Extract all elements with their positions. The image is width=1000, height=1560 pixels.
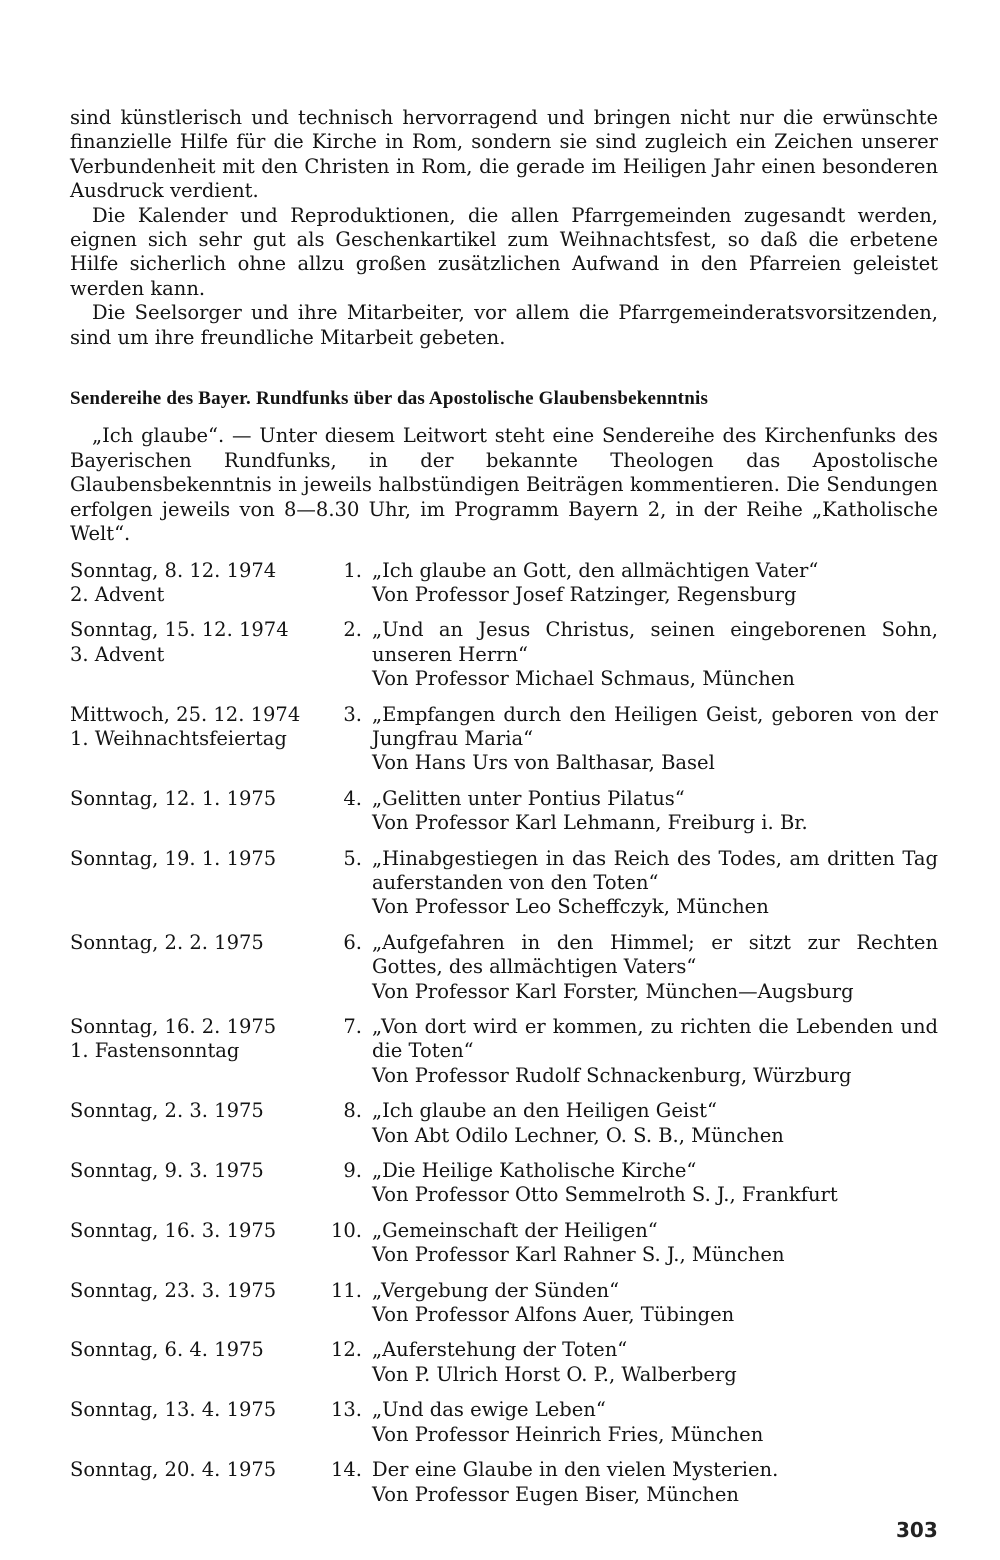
broadcast-number: 13. (330, 1398, 362, 1422)
broadcast-date: Mittwoch, 25. 12. 1974 (70, 702, 301, 726)
schedule-topic-cell (372, 618, 938, 702)
broadcast-speaker: Von Professor Josef Ratzinger, Regensburg (372, 582, 797, 606)
schedule-topic-cell (372, 703, 938, 787)
schedule-topic-cell (372, 931, 938, 1015)
broadcast-date: Sonntag, 2. 3. 1975 (70, 1099, 264, 1123)
schedule-date-cell (70, 1279, 328, 1339)
broadcast-number: 4. (343, 786, 362, 810)
broadcast-topic: „Und an Jesus Christus, seinen eingeborenen Sohn, unseren Herrn“ (372, 618, 938, 666)
broadcast-number: 11. (330, 1278, 362, 1302)
broadcast-occasion: 1. Fastensonntag (70, 1039, 240, 1063)
schedule-date-cell (70, 1015, 328, 1099)
broadcast-date: Sonntag, 20. 4. 1975 (70, 1458, 277, 1482)
schedule-date-cell (70, 1338, 328, 1398)
schedule-topic-cell (372, 1458, 938, 1518)
schedule-date-cell (70, 618, 328, 702)
broadcast-topic: „Und das ewige Leben“ (372, 1398, 606, 1422)
broadcast-occasion: 1. Weihnachtsfeiertag (70, 726, 287, 750)
broadcast-date: Sonntag, 23. 3. 1975 (70, 1278, 277, 1302)
schedule-date-cell (70, 703, 328, 787)
broadcast-number: 7. (343, 1015, 362, 1038)
broadcast-speaker: Von Professor Eugen Biser, München (372, 1482, 739, 1506)
schedule-date-cell (70, 1159, 328, 1219)
broadcast-number: 6. (343, 930, 362, 954)
section-intro: „Ich glaube“. — Unter diesem Leitwort steht eine Sendereihe des Kirchenfunks des Bayerischen Rundfunks, in der bekannte Theologen das Apostolische Glaubensbekenntnis in jeweils halbstündigen Beiträgen kommentieren. Die Sendungen erfolgen jeweils von 8—8.30 Uhr, im Programm Bayern 2, in der Reihe „Katholische Welt“. (70, 424, 938, 546)
paragraph-calendars: Die Kalender und Reproduktionen, die allen Pfarrgemeinden zugesandt werden, eignen sich sehr gut als Geschenkartikel zum Weihnachtsfest, so daß die erbetene Hilfe sicherlich ohne allzu großen zusätzlichen Aufwand in den Pfarreien geleistet werden kann. (70, 203, 938, 300)
broadcast-speaker: Von Professor Heinrich Fries, München (372, 1422, 764, 1446)
broadcast-topic: „Empfangen durch den Heiligen Geist, geboren von der Jungfrau Maria“ (372, 702, 938, 750)
broadcast-speaker: Von Professor Karl Rahner S. J., München (372, 1243, 785, 1267)
broadcast-speaker: Von Hans Urs von Balthasar, Basel (372, 751, 715, 775)
broadcast-topic: „Gelitten unter Pontius Pilatus“ (372, 786, 685, 810)
broadcast-number: 12. (330, 1338, 362, 1362)
broadcast-speaker: Von Professor Leo Scheffczyk, München (372, 895, 769, 919)
broadcast-speaker: Von Professor Karl Lehmann, Freiburg i. Br. (372, 811, 808, 835)
broadcast-speaker: Von Professor Rudolf Schnackenburg, Würzburg (372, 1063, 852, 1087)
broadcast-number: 1. (343, 558, 362, 582)
broadcast-speaker: Von Abt Odilo Lechner, O. S. B., München (372, 1123, 784, 1147)
broadcast-date: Sonntag, 9. 3. 1975 (70, 1159, 264, 1183)
broadcast-date: Sonntag, 2. 2. 1975 (70, 930, 264, 954)
broadcast-number: 10. (330, 1218, 362, 1242)
broadcast-occasion: 2. Advent (70, 582, 165, 606)
broadcast-date: Sonntag, 16. 3. 1975 (70, 1218, 277, 1242)
section-heading: Sendereihe des Bayer. Rundfunks über das Apostolische Glaubensbekenntnis (70, 388, 709, 410)
schedule-topic-cell (372, 559, 938, 619)
broadcast-occasion: 3. Advent (70, 642, 165, 666)
broadcast-date: Sonntag, 6. 4. 1975 (70, 1338, 264, 1362)
schedule-topic-cell (372, 1159, 938, 1219)
schedule-date-cell (70, 931, 328, 1015)
broadcast-number: 14. (330, 1458, 362, 1482)
schedule-topic-cell (372, 1219, 938, 1279)
page-body (70, 106, 938, 1518)
broadcast-number: 8. (343, 1099, 362, 1123)
broadcast-date: Sonntag, 12. 1. 1975 (70, 786, 277, 810)
broadcast-date: Sonntag, 19. 1. 1975 (70, 846, 277, 870)
broadcast-topic: „Auferstehung der Toten“ (372, 1338, 628, 1362)
broadcast-date: Sonntag, 16. 2. 1975 (70, 1015, 277, 1038)
broadcast-date: Sonntag, 13. 4. 1975 (70, 1398, 277, 1422)
schedule-date-cell (70, 1398, 328, 1458)
schedule-date-cell (70, 1458, 328, 1518)
broadcast-topic: „Ich glaube an Gott, den allmächtigen Vater“ (372, 558, 819, 582)
broadcast-number: 2. (343, 618, 362, 642)
broadcast-topic: „Aufgefahren in den Himmel; er sitzt zur Rechten Gottes, des allmächtigen Vaters“ (372, 930, 938, 979)
broadcast-topic: „Gemeinschaft der Heiligen“ (372, 1218, 658, 1242)
broadcast-number: 9. (343, 1159, 362, 1183)
schedule-topic-cell (372, 1279, 938, 1339)
broadcast-speaker: Von Professor Karl Forster, München—Augsburg (372, 979, 854, 1003)
broadcast-speaker: Von Professor Otto Semmelroth S. J., Frankfurt (372, 1183, 838, 1207)
broadcast-speaker: Von P. Ulrich Horst O. P., Walberberg (372, 1362, 737, 1386)
broadcast-topic: „Von dort wird er kommen, zu richten die Lebenden und die Toten“ (372, 1015, 938, 1063)
broadcast-topic: Der eine Glaube in den vielen Mysterien. (372, 1458, 779, 1482)
broadcast-date: Sonntag, 15. 12. 1974 (70, 618, 289, 642)
schedule-date-cell (70, 559, 328, 619)
paragraph-pastors: Die Seelsorger und ihre Mitarbeiter, vor allem die Pfarrgemeinderatsvorsitzenden, sind um ihre freundliche Mitarbeit gebeten. (70, 301, 938, 349)
paragraph-continuation: sind künstlerisch und technisch hervorragend und bringen nicht nur die erwünschte finanzielle Hilfe für die Kirche in Rom, sondern sie sind zugleich ein Zeichen unserer Verbundenheit mit den Christen in Rom, die gerade im Heiligen Jahr einen besonderen Ausdruck verdient. (70, 106, 938, 203)
schedule-topic-cell (372, 1398, 938, 1458)
schedule-date-cell (70, 847, 328, 931)
schedule-date-cell (70, 1099, 328, 1159)
broadcast-topic: „Vergebung der Sünden“ (372, 1278, 620, 1302)
broadcast-topic: „Die Heilige Katholische Kirche“ (372, 1159, 697, 1183)
broadcast-speaker: Von Professor Alfons Auer, Tübingen (372, 1303, 735, 1327)
broadcast-date: Sonntag, 8. 12. 1974 (70, 558, 277, 582)
schedule-topic-cell (372, 1099, 938, 1159)
broadcast-number: 5. (343, 846, 362, 870)
broadcast-topic: „Ich glaube an den Heiligen Geist“ (372, 1099, 717, 1123)
schedule-topic-cell (372, 1015, 938, 1099)
broadcast-schedule (70, 559, 938, 1518)
schedule-date-cell (70, 1219, 328, 1279)
broadcast-number: 3. (343, 702, 362, 726)
schedule-topic-cell (372, 847, 938, 931)
broadcast-speaker: Von Professor Michael Schmaus, München (372, 667, 795, 691)
schedule-topic-cell (372, 1338, 938, 1398)
schedule-topic-cell (372, 787, 938, 847)
page-number: 303 (896, 1518, 938, 1542)
broadcast-topic: „Hinabgestiegen in das Reich des Todes, am dritten Tag auferstanden von den Toten“ (372, 846, 938, 894)
schedule-date-cell (70, 787, 328, 847)
